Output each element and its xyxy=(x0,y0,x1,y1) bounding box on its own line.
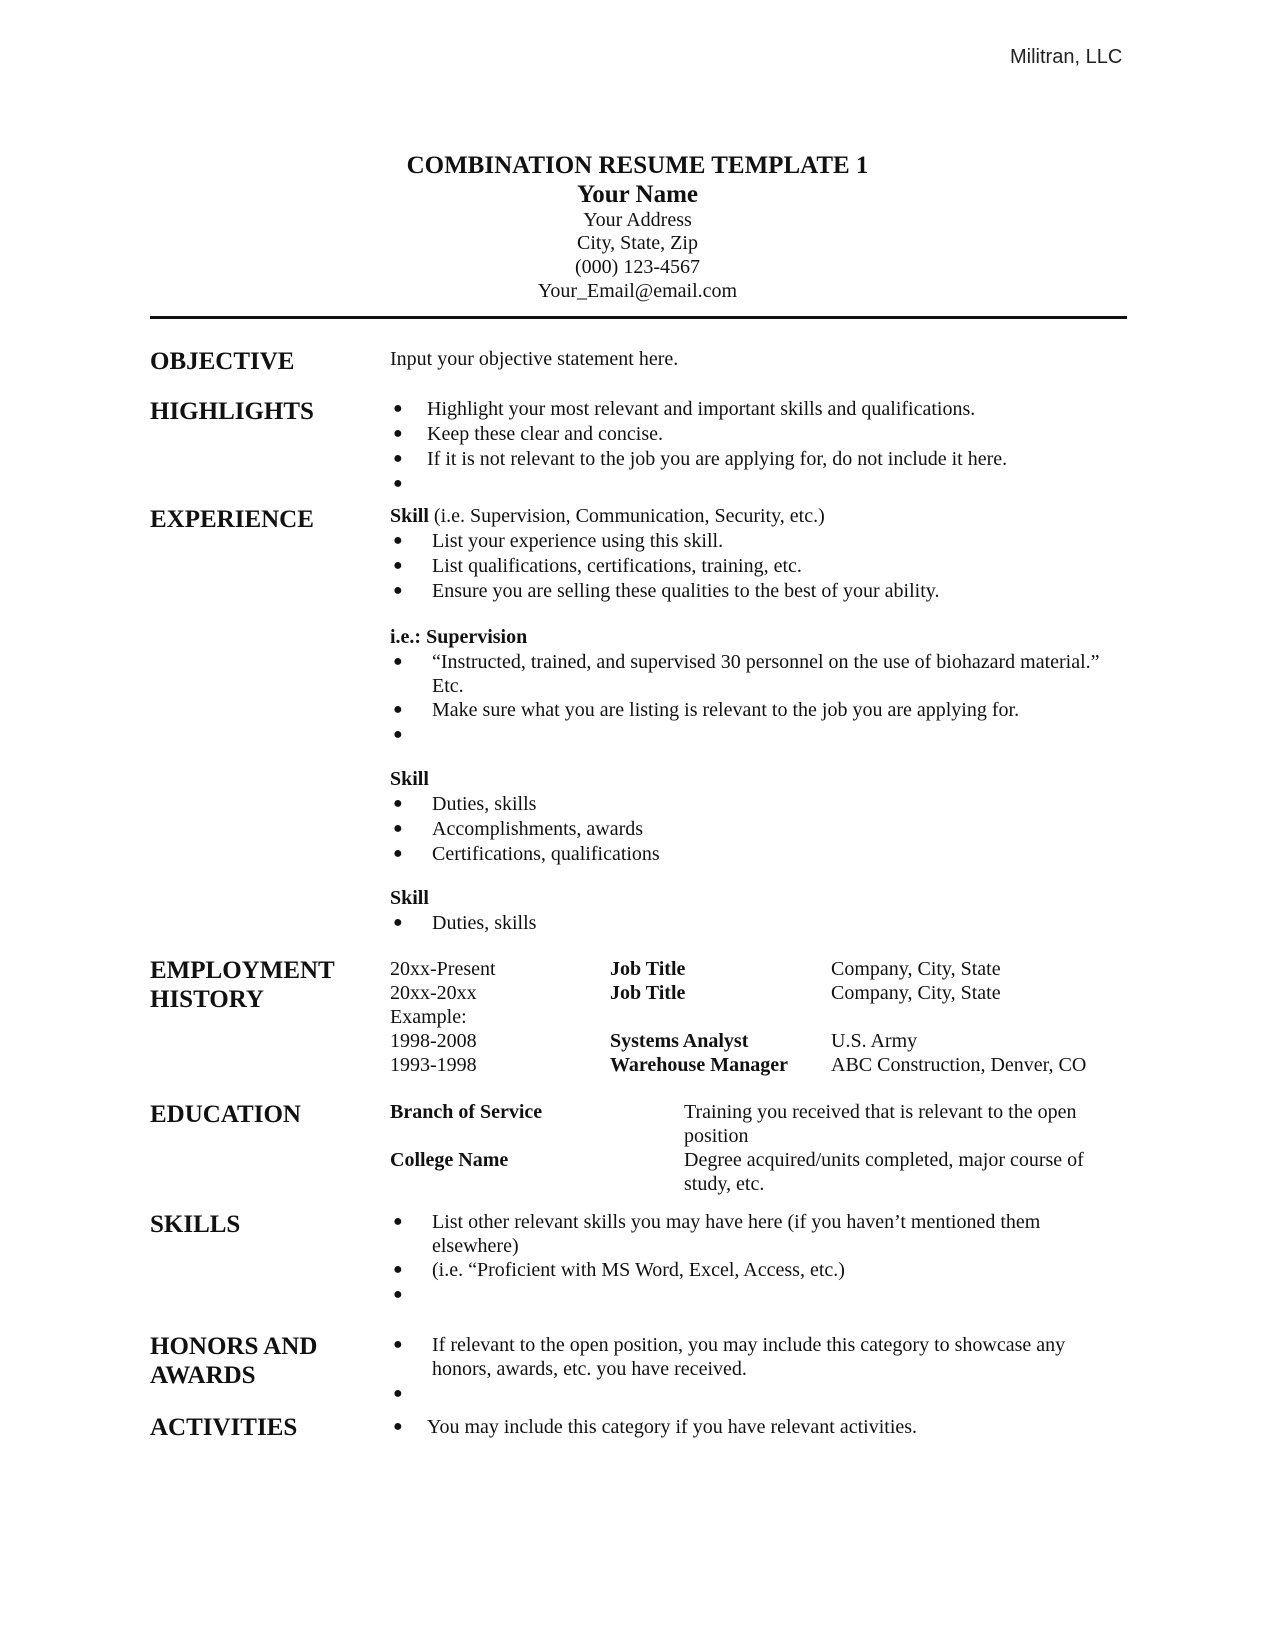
honors-heading-line: HONORS AND xyxy=(150,1333,318,1360)
bullet-icon: ● xyxy=(393,1385,403,1402)
honors-item: If relevant to the open position, you may include this category to showcase any honors, awards, etc. you have received. xyxy=(432,1334,1066,1380)
skill-item: Accomplishments, awards xyxy=(432,818,644,840)
employment-title: Warehouse Manager xyxy=(610,1054,788,1076)
document-title: COMBINATION RESUME TEMPLATE 1 xyxy=(406,152,869,179)
bullet-icon: ● xyxy=(393,1261,403,1278)
experience-item: Ensure you are selling these qualities to the best of your ability. xyxy=(432,580,940,602)
education-desc: Training you received that is relevant to the open position xyxy=(684,1101,1077,1147)
skill-heading xyxy=(390,504,825,528)
skill-item: Duties, skills xyxy=(432,793,537,815)
objective-heading: OBJECTIVE xyxy=(150,348,295,375)
bullet-icon: ● xyxy=(393,425,403,442)
employment-title: Systems Analyst xyxy=(610,1030,749,1052)
skills-item: (i.e. “Proficient with MS Word, Excel, Access, etc.) xyxy=(432,1259,845,1281)
honors-heading xyxy=(150,1332,317,1390)
highlight-item: Highlight your most relevant and important skills and qualifications. xyxy=(427,398,976,420)
objective-text: Input your objective statement here. xyxy=(390,348,679,370)
bullet-icon: ● xyxy=(393,557,403,574)
header-divider xyxy=(150,316,1127,319)
education-heading: EDUCATION xyxy=(150,1101,301,1128)
employment-title: Job Title xyxy=(610,982,686,1004)
skill-note: (i.e. Supervision, Communication, Security, etc.) xyxy=(428,505,825,527)
highlight-item: If it is not relevant to the job you are applying for, do not include it here. xyxy=(427,448,1008,470)
bullet-icon: ● xyxy=(393,582,403,599)
employment-company: Company, City, State xyxy=(831,982,1001,1004)
employment-title: Job Title xyxy=(610,958,686,980)
skill-item: Duties, skills xyxy=(432,912,537,934)
employment-dates: 20xx-Present xyxy=(390,958,496,980)
employment-heading-line: HISTORY xyxy=(150,986,264,1013)
skills-item: List other relevant skills you may have here (if you haven’t mentioned them elsewhere) xyxy=(432,1211,1041,1257)
experience-item: List qualifications, certifications, training, etc. xyxy=(432,555,802,577)
employment-dates: 1993-1998 xyxy=(390,1054,477,1076)
experience-heading: EXPERIENCE xyxy=(150,506,314,533)
bullet-icon: ● xyxy=(393,726,403,743)
education-desc: Degree acquired/units completed, major course of study, etc. xyxy=(684,1149,1084,1195)
employment-company: ABC Construction, Denver, CO xyxy=(831,1054,1087,1076)
highlight-item: Keep these clear and concise. xyxy=(427,423,663,445)
bullet-icon: ● xyxy=(393,400,403,417)
bullet-icon: ● xyxy=(393,1418,403,1435)
candidate-name: Your Name xyxy=(576,181,699,208)
highlights-heading: HIGHLIGHTS xyxy=(150,398,314,425)
bullet-icon: ● xyxy=(393,532,403,549)
honors-heading-line: AWARDS xyxy=(150,1362,256,1389)
bullet-icon: ● xyxy=(393,1213,403,1230)
employment-dates: 20xx-20xx xyxy=(390,982,477,1004)
email-address: Your_Email@email.com xyxy=(537,280,738,302)
example-item: “Instructed, trained, and supervised 30 personnel on the use of biohazard material.” xyxy=(432,651,1100,673)
example-heading: i.e.: Supervision xyxy=(390,626,528,648)
skill-heading: Skill xyxy=(390,768,429,790)
bullet-icon: ● xyxy=(393,450,403,467)
address-line: Your Address xyxy=(583,209,692,231)
bullet-icon: ● xyxy=(393,701,403,718)
education-name: College Name xyxy=(390,1149,509,1171)
bullet-icon: ● xyxy=(393,795,403,812)
city-state-zip: City, State, Zip xyxy=(577,232,698,254)
phone-number: (000) 123-4567 xyxy=(575,256,700,278)
activities-item: You may include this category if you have relevant activities. xyxy=(427,1416,918,1438)
employment-heading-line: EMPLOYMENT xyxy=(150,957,335,984)
activities-heading: ACTIVITIES xyxy=(150,1414,298,1441)
bullet-icon: ● xyxy=(393,820,403,837)
bullet-icon: ● xyxy=(393,1336,403,1353)
example-item: Make sure what you are listing is relevant to the job you are applying for. xyxy=(432,699,1020,721)
education-name: Branch of Service xyxy=(390,1101,543,1123)
employment-company: U.S. Army xyxy=(831,1030,918,1052)
experience-item: List your experience using this skill. xyxy=(432,530,724,552)
skill-heading: Skill xyxy=(390,887,429,909)
employment-dates: 1998-2008 xyxy=(390,1030,477,1052)
skill-item: Certifications, qualifications xyxy=(432,843,660,865)
bullet-icon: ● xyxy=(393,1286,403,1303)
bullet-icon: ● xyxy=(393,845,403,862)
bullet-icon: ● xyxy=(393,475,403,492)
employment-dates: Example: xyxy=(390,1006,467,1028)
employment-heading xyxy=(150,956,335,1014)
bullet-icon: ● xyxy=(393,653,403,670)
employment-company: Company, City, State xyxy=(831,958,1001,980)
bullet-icon: ● xyxy=(393,914,403,931)
skills-heading: SKILLS xyxy=(150,1211,241,1238)
skill-label: Skill xyxy=(390,505,429,527)
company-name: Militran, LLC xyxy=(1010,46,1123,68)
example-item: Etc. xyxy=(432,675,464,697)
